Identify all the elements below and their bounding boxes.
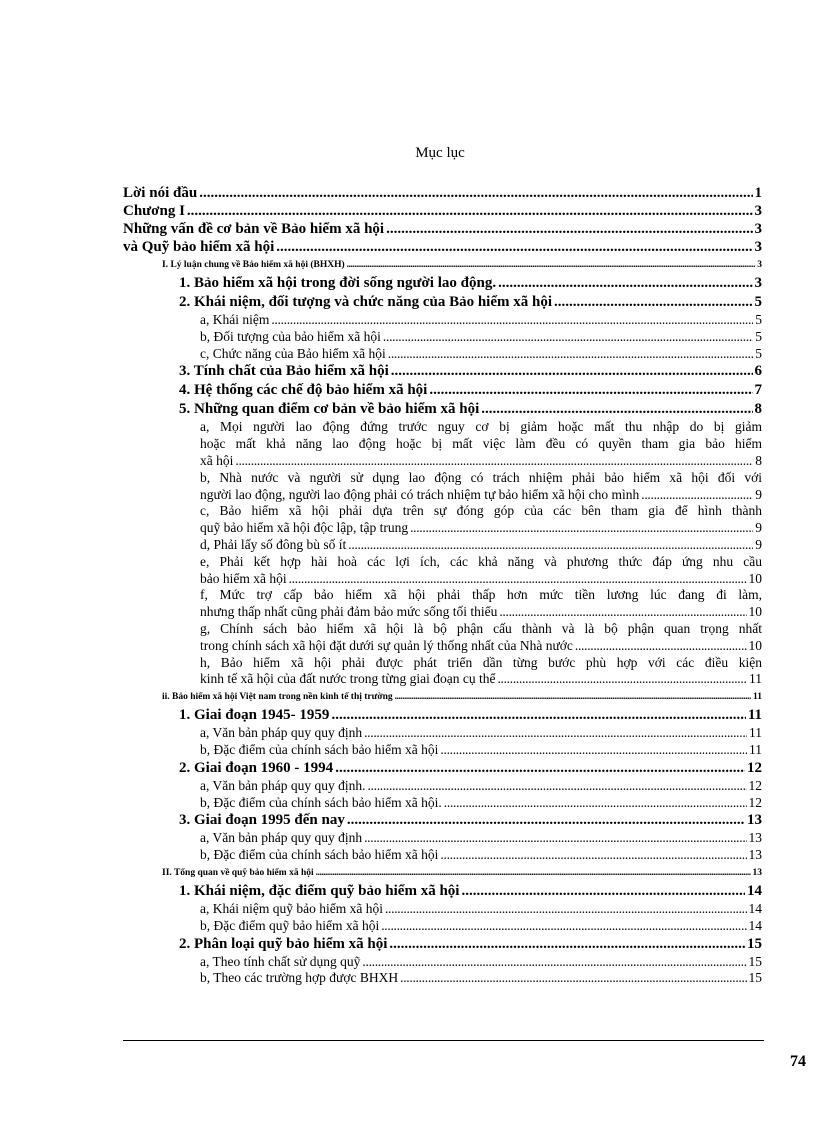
toc-page-number: 11 — [753, 692, 762, 703]
toc-page-number: 14 — [748, 901, 762, 916]
toc-line — [179, 759, 762, 778]
dot-leader — [347, 256, 756, 274]
toc-entry-text: c, Bảo hiểm xã hội phải dựa trên sự đóng góp của các bên tham gia để hình thành — [200, 503, 762, 519]
toc-line — [200, 571, 762, 588]
toc-entry-text: trong chính sách xã hội đặt dưới sự quản lý thống nhất của Nhà nước — [200, 637, 573, 653]
toc-line — [200, 312, 762, 329]
toc-page-number: 13 — [747, 812, 762, 829]
toc-line — [200, 830, 762, 847]
toc-entry-text: e, Phải kết hợp hài hoà các lợi ích, các khả năng và phương thức đáp ứng nhu cầu — [200, 553, 762, 569]
toc-page-number: 5 — [754, 294, 762, 310]
toc-page-number: 12 — [748, 777, 762, 793]
toc-entry-text: b, Nhà nước và người sử dụng lao động có trách nhiệm phải bảo hiểm xã hội đối với — [200, 469, 762, 485]
toc-entry-text: b, Đặc điểm quỹ bảo hiểm xã hội — [200, 917, 380, 933]
toc-entry-text: 1. Khái niệm, đặc điểm quỹ bảo hiểm xã hội — [179, 883, 460, 899]
toc-entry-text: và Quỹ bảo hiểm xã hội — [123, 239, 275, 255]
dot-leader — [391, 362, 753, 381]
dot-leader — [388, 346, 753, 363]
toc-line — [123, 184, 762, 202]
toc-line — [179, 882, 762, 901]
toc-entry-text: 4. Hệ thống các chế độ bảo hiểm xã hội — [179, 382, 428, 399]
toc-title: Mục lục — [415, 145, 465, 161]
dot-leader — [362, 954, 746, 971]
toc-page-number: 1 — [754, 185, 762, 201]
toc-entry-text: Chương I — [123, 203, 185, 219]
dot-leader — [348, 537, 753, 554]
dot-leader — [641, 487, 753, 504]
toc-line — [200, 742, 762, 759]
toc-entry-text: Lời nói đầu — [123, 185, 198, 201]
toc-line — [200, 901, 762, 918]
dot-leader — [429, 381, 752, 400]
toc-line — [200, 470, 762, 487]
toc-page-number: 12 — [748, 794, 762, 810]
toc-line — [200, 487, 762, 504]
footer-divider — [123, 1040, 764, 1041]
toc-entry-text: a, Mọi người lao động đứng trước nguy cơ bị giảm hoặc mất thu nhập do bị giảm — [200, 419, 762, 435]
toc-entry-text: b, Theo các trường hợp được BHXH — [200, 970, 399, 986]
dot-leader — [440, 742, 747, 759]
toc-line — [179, 381, 762, 400]
toc-line — [200, 346, 762, 363]
dot-leader — [276, 238, 752, 256]
toc-entry-text: bảo hiểm xã hội — [200, 570, 287, 586]
dot-leader — [199, 184, 752, 202]
toc-line — [179, 362, 762, 381]
toc-page-number: 11 — [749, 671, 762, 687]
toc-entry-text: nhưng thấp nhất cũng phải đảm bảo mức sống tối thiểu — [200, 604, 498, 620]
toc-line — [162, 688, 762, 706]
toc-page-number: 3 — [757, 260, 762, 270]
toc-line — [200, 795, 762, 812]
dot-leader — [383, 329, 753, 346]
toc-page-number: 7 — [754, 382, 762, 399]
dot-leader — [497, 671, 747, 688]
dot-leader — [316, 864, 751, 882]
toc-line — [179, 706, 762, 725]
toc-line — [200, 453, 762, 470]
dot-leader — [410, 520, 753, 537]
toc-entry-text: 3. Tính chất của Bảo hiểm xã hội — [179, 363, 389, 380]
dot-leader — [235, 453, 753, 470]
toc-line — [200, 329, 762, 346]
dot-leader — [331, 706, 745, 725]
toc-page-number: 13 — [748, 830, 762, 846]
toc-page-number: 15 — [747, 935, 762, 952]
toc-line — [179, 293, 762, 312]
toc-entry-text: b, Đối tượng của bảo hiểm xã hội — [200, 328, 381, 344]
dot-leader — [389, 935, 745, 954]
toc-line — [200, 778, 762, 795]
toc-page-number: 10 — [748, 570, 762, 586]
dot-leader — [575, 638, 747, 655]
toc-page-number: 5 — [755, 328, 762, 344]
toc-line — [179, 400, 762, 419]
toc-line — [123, 202, 762, 220]
toc-line — [162, 864, 762, 882]
toc-entry-text: 5. Những quan điểm cơ bản về bảo hiểm xã hội — [179, 401, 480, 418]
dot-leader — [554, 293, 752, 312]
toc-page-number: 15 — [748, 970, 762, 986]
toc-line — [123, 238, 762, 256]
toc-page-number: 13 — [748, 847, 762, 863]
toc-line — [200, 725, 762, 742]
toc-entry-text: 3. Giai đoạn 1995 đến nay — [179, 812, 345, 829]
toc-page-number: 11 — [747, 707, 762, 724]
toc-page-number: 14 — [748, 917, 762, 933]
toc-entry-text: b, Đặc điểm của chính sách bảo hiểm xã hội. — [200, 794, 442, 810]
toc-entry-text: ii. Bảo hiểm xã hội Việt nam trong nền kinh tế thị trường — [162, 692, 393, 703]
toc-page-number: 8 — [755, 453, 762, 468]
dot-leader — [499, 604, 746, 621]
dot-leader — [289, 571, 747, 588]
toc-entry-text: b, Đặc điểm của chính sách bảo hiểm xã hội — [200, 847, 439, 863]
toc-line — [179, 935, 762, 954]
toc-line — [200, 503, 762, 520]
toc-entry-text: xã hội — [200, 453, 234, 468]
toc-entry-text: 1. Giai đoạn 1945- 1959 — [179, 707, 330, 724]
toc-entry-text: g, Chính sách bảo hiểm xã hội là bộ phận cấu thành và là bộ phận quan trọng nhất — [200, 621, 762, 636]
toc-page-number: 3 — [754, 203, 762, 219]
toc-line — [200, 671, 762, 688]
toc-line — [200, 554, 762, 571]
toc-line — [200, 655, 762, 672]
toc-entry-text: a, Văn bản pháp quy quy định — [200, 725, 363, 741]
toc-entry-text: 2. Khái niệm, đối tượng và chức năng của Bảo hiểm xã hội — [179, 294, 553, 310]
toc-entry-text: c, Chức năng của Bảo hiểm xã hội — [200, 345, 386, 361]
toc-entry-text: h, Bảo hiểm xã hội phải được phát triển dần từng bước phù hợp với các điều kiện — [200, 654, 762, 670]
toc-page-number: 13 — [752, 868, 762, 878]
dot-leader — [400, 970, 746, 987]
dot-leader — [481, 400, 752, 419]
toc-entry-text: Những vấn đề cơ bản về Bảo hiểm xã hội — [123, 221, 385, 237]
dot-leader — [364, 725, 747, 742]
toc-page-number: 5 — [755, 345, 762, 361]
toc-page-number: 3 — [754, 275, 762, 291]
toc-page-number: 9 — [755, 537, 762, 552]
dot-leader — [187, 202, 753, 220]
dot-leader — [347, 811, 745, 830]
toc-entry-text: a, Khái niệm — [200, 312, 270, 327]
toc-line — [200, 604, 762, 621]
toc-line — [200, 954, 762, 971]
dot-leader — [440, 847, 746, 864]
dot-leader — [444, 795, 747, 812]
dot-leader — [335, 759, 745, 778]
toc-entry-text: 2. Giai đoạn 1960 - 1994 — [179, 759, 334, 776]
dot-leader — [385, 901, 747, 918]
toc-page-number: 11 — [749, 742, 762, 757]
toc-line — [179, 811, 762, 830]
toc-entry-text: hoặc mất khả năng lao động hoặc bị mất việc làm đều có quyền tham gia bảo hiểm — [200, 436, 762, 452]
toc-line — [162, 256, 762, 274]
toc-line — [200, 419, 762, 436]
toc-entry-text: b, Đặc điểm của chính sách bảo hiểm xã hội — [200, 742, 439, 757]
toc-entry-text: a, Theo tính chất sử dụng quỹ — [200, 953, 361, 969]
toc-entry-text: a, Văn bản pháp quy quy định. — [200, 777, 366, 793]
dot-leader — [271, 312, 753, 329]
dot-leader — [498, 274, 752, 293]
toc-entry-text: 1. Bảo hiểm xã hội trong đời sống người lao động. — [179, 275, 497, 291]
toc-entry-text: người lao động, người lao động phải có trách nhiệm tự bảo hiểm xã hội cho mình — [200, 486, 640, 502]
toc-page-number: 9 — [755, 520, 762, 536]
toc-entry-text: quỹ bảo hiểm xã hội độc lập, tập trung — [200, 520, 409, 536]
toc-line — [200, 587, 762, 604]
dot-leader — [395, 688, 751, 706]
toc-entry-text: f, Mức trợ cấp bảo hiểm xã hội phải thấp hơn mức tiền lương lúc đang đi làm, — [200, 587, 762, 603]
toc-line — [200, 970, 762, 987]
toc-entry-text: 2. Phân loại quỹ bảo hiểm xã hội — [179, 935, 388, 952]
toc-entry-text: a, Khái niệm quỹ bảo hiểm xã hội — [200, 901, 383, 916]
toc-entry-text: a, Văn bản pháp quy quy định — [200, 830, 363, 846]
toc-entry-text: d, Phải lấy số đông bù số ít — [200, 537, 347, 552]
toc-page-number: 12 — [747, 759, 762, 776]
toc-line — [200, 638, 762, 655]
dot-leader — [381, 918, 746, 935]
toc-page-number: 10 — [748, 637, 762, 653]
dot-leader — [461, 882, 745, 901]
toc-page-number: 11 — [749, 725, 762, 741]
page-number: 74 — [790, 1053, 806, 1070]
dot-leader — [364, 830, 746, 847]
toc-entry-text: I. Lý luận chung về Bảo hiểm xã hội (BHXH) — [162, 260, 345, 270]
toc-page-number: 3 — [754, 221, 762, 237]
toc-line — [200, 436, 762, 453]
toc-line — [200, 621, 762, 638]
dot-leader — [367, 778, 746, 795]
toc-line — [123, 220, 762, 238]
toc-page-number: 3 — [754, 239, 762, 255]
toc-page-number: 14 — [747, 883, 762, 899]
dot-leader — [386, 220, 752, 238]
toc-entry-text: kinh tế xã hội của đất nước trong từng giai đoạn cụ thể — [200, 671, 496, 687]
toc-page-number: 9 — [755, 486, 762, 502]
toc-page-number: 8 — [754, 401, 762, 418]
toc-line — [200, 520, 762, 537]
toc-page-number: 5 — [755, 312, 762, 327]
toc-line — [200, 847, 762, 864]
toc-page-number: 6 — [754, 363, 762, 380]
toc-entry-text: II. Tổng quan về quỹ bảo hiểm xã hội — [162, 868, 314, 878]
toc-line — [179, 274, 762, 293]
toc-page-number: 10 — [748, 604, 762, 620]
toc-line — [200, 537, 762, 554]
toc-page-number: 15 — [748, 953, 762, 969]
toc-line — [200, 918, 762, 935]
